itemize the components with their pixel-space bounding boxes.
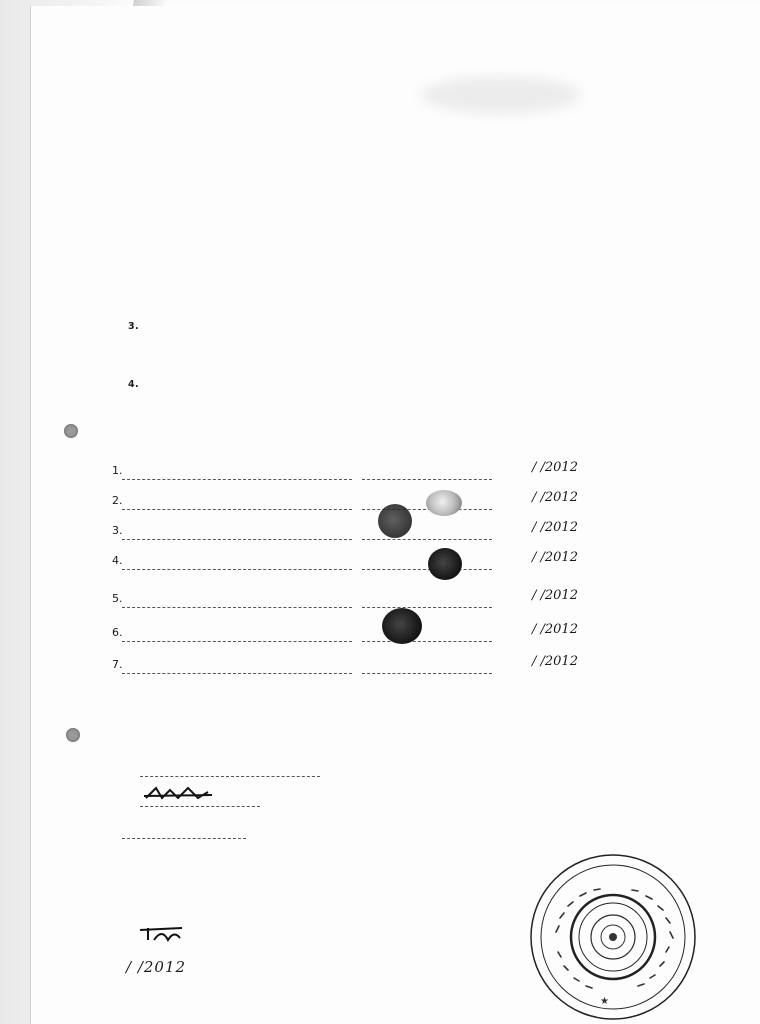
row-date: / /2012 bbox=[532, 588, 578, 603]
paragraph-3-number: 3. bbox=[128, 321, 140, 332]
name-underline bbox=[122, 539, 352, 540]
thumbprint bbox=[378, 504, 412, 538]
receiver-signature-mark bbox=[142, 784, 222, 806]
approver-date-handwritten: / /2012 bbox=[126, 958, 187, 976]
row-number: 1. bbox=[112, 464, 123, 477]
name-underline bbox=[122, 569, 352, 570]
name-underline bbox=[122, 641, 352, 642]
signature-underline bbox=[362, 641, 492, 642]
paragraph-4-number: 4. bbox=[128, 379, 140, 390]
thumbprint bbox=[426, 490, 462, 516]
row-number: 7. bbox=[112, 658, 123, 671]
thumbprint bbox=[428, 548, 462, 580]
thumbprint bbox=[382, 608, 422, 644]
table-row bbox=[112, 590, 652, 612]
table-row bbox=[112, 462, 652, 484]
approver-signature-mark bbox=[138, 922, 186, 944]
name-underline bbox=[122, 673, 352, 674]
row-date: / /2012 bbox=[532, 654, 578, 669]
name-underline bbox=[122, 509, 352, 510]
name-underline bbox=[122, 479, 352, 480]
receiver-date-line bbox=[122, 838, 246, 839]
row-date: / /2012 bbox=[532, 490, 578, 505]
row-date: / /2012 bbox=[532, 460, 578, 475]
signature-underline bbox=[362, 607, 492, 608]
table-row bbox=[112, 656, 652, 678]
signature-underline bbox=[362, 673, 492, 674]
row-number: 4. bbox=[112, 554, 123, 567]
signature-underline bbox=[362, 479, 492, 480]
punch-hole-top bbox=[64, 424, 78, 438]
row-date: / /2012 bbox=[532, 550, 578, 565]
row-number: 6. bbox=[112, 626, 123, 639]
signature-underline bbox=[362, 539, 492, 540]
row-date: / /2012 bbox=[532, 520, 578, 535]
row-number: 2. bbox=[112, 494, 123, 507]
body-paragraph-3 bbox=[128, 316, 688, 338]
seal-star-icon: ★ bbox=[600, 996, 609, 1007]
row-date: / /2012 bbox=[532, 622, 578, 637]
name-underline bbox=[122, 607, 352, 608]
row-number: 3. bbox=[112, 524, 123, 537]
punch-hole-bottom bbox=[66, 728, 80, 742]
scan-smudge bbox=[421, 76, 581, 114]
table-row bbox=[112, 552, 652, 574]
row-number: 5. bbox=[112, 592, 123, 605]
receiver-name-line bbox=[140, 776, 320, 777]
body-paragraph-4 bbox=[128, 374, 688, 396]
official-stamp-seal bbox=[528, 852, 698, 1022]
receiver-signature-line bbox=[140, 806, 260, 807]
signature-underline bbox=[362, 569, 492, 570]
